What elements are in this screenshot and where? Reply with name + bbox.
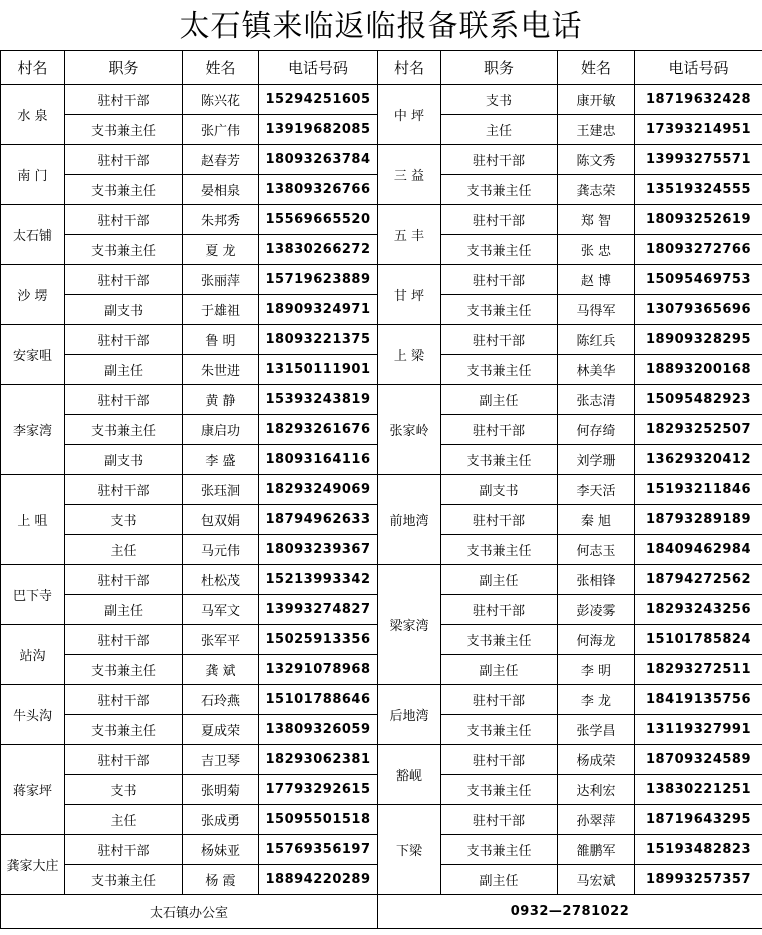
person-name: 吉卫琴 [183, 745, 259, 775]
table-row [1, 85, 762, 115]
person-name: 马军文 [183, 595, 259, 625]
phone-number: 18793289189 [635, 505, 762, 535]
person-name: 陈红兵 [558, 325, 635, 355]
person-name: 陈兴花 [183, 85, 259, 115]
phone-number: 18293062381 [259, 745, 378, 775]
phone-number: 18093263784 [259, 145, 378, 175]
footer-office: 太石镇办公室 [1, 895, 378, 929]
phone-number: 15294251605 [259, 85, 378, 115]
person-name: 龚 斌 [183, 655, 259, 685]
village-name: 南 门 [1, 145, 65, 205]
phone-number: 18909324971 [259, 295, 378, 325]
phone-number: 18893200168 [635, 355, 762, 385]
person-name: 朱邦秀 [183, 205, 259, 235]
person-name: 张志清 [558, 385, 635, 415]
person-name: 鲁 明 [183, 325, 259, 355]
position-cell: 支书兼主任 [441, 445, 558, 475]
village-name: 沙 塄 [1, 265, 65, 325]
phone-number: 18419135756 [635, 685, 762, 715]
person-name: 杨妹亚 [183, 835, 259, 865]
header-name: 姓名 [183, 51, 259, 85]
header-phone: 电话号码 [259, 51, 378, 85]
person-name: 康开敏 [558, 85, 635, 115]
header-position: 职务 [441, 51, 558, 85]
position-cell: 驻村干部 [441, 505, 558, 535]
position-cell: 驻村干部 [441, 685, 558, 715]
person-name: 李 盛 [183, 445, 259, 475]
phone-number: 15101788646 [259, 685, 378, 715]
phone-number: 15095469753 [635, 265, 762, 295]
phone-number: 18293243256 [635, 595, 762, 625]
village-name: 安家咀 [1, 325, 65, 385]
person-name: 张广伟 [183, 115, 259, 145]
phone-number: 18093239367 [259, 535, 378, 565]
village-name: 太石铺 [1, 205, 65, 265]
person-name: 张珏洄 [183, 475, 259, 505]
phone-number: 13119327991 [635, 715, 762, 745]
header-name: 姓名 [558, 51, 635, 85]
phone-number: 18093164116 [259, 445, 378, 475]
person-name: 石玲燕 [183, 685, 259, 715]
phone-number: 13079365696 [635, 295, 762, 325]
phone-number: 13830266272 [259, 235, 378, 265]
position-cell: 支书 [65, 775, 183, 805]
position-cell: 支书兼主任 [65, 715, 183, 745]
village-name: 上 梁 [378, 325, 441, 385]
person-name: 彭凌雾 [558, 595, 635, 625]
position-cell: 支书兼主任 [65, 235, 183, 265]
position-cell: 支书兼主任 [65, 175, 183, 205]
table-row [1, 685, 762, 715]
phone-number: 17793292615 [259, 775, 378, 805]
person-name: 李 明 [558, 655, 635, 685]
position-cell: 驻村干部 [65, 385, 183, 415]
position-cell: 支书兼主任 [65, 415, 183, 445]
table-header-row [1, 51, 762, 85]
position-cell: 副主任 [65, 355, 183, 385]
position-cell: 支书兼主任 [441, 295, 558, 325]
person-name: 孙翠萍 [558, 805, 635, 835]
person-name: 张丽萍 [183, 265, 259, 295]
phone-number: 15025913356 [259, 625, 378, 655]
village-name: 甘 坪 [378, 265, 441, 325]
phone-number: 13993274827 [259, 595, 378, 625]
person-name: 张相锋 [558, 565, 635, 595]
table-row [1, 145, 762, 175]
header-village: 村名 [378, 51, 441, 85]
table-row [1, 265, 762, 295]
village-name: 张家岭 [378, 385, 441, 475]
person-name: 龚志荣 [558, 175, 635, 205]
position-cell: 支书兼主任 [65, 115, 183, 145]
contact-table [0, 50, 762, 929]
table-row [1, 205, 762, 235]
position-cell: 驻村干部 [65, 475, 183, 505]
person-name: 刘学珊 [558, 445, 635, 475]
position-cell: 驻村干部 [65, 565, 183, 595]
phone-number: 15569665520 [259, 205, 378, 235]
footer-row [1, 895, 762, 929]
person-name: 夏 龙 [183, 235, 259, 265]
position-cell: 副主任 [441, 385, 558, 415]
position-cell: 副支书 [441, 475, 558, 505]
person-name: 杜松茂 [183, 565, 259, 595]
phone-number: 18093221375 [259, 325, 378, 355]
person-name: 张学昌 [558, 715, 635, 745]
phone-number: 17393214951 [635, 115, 762, 145]
position-cell: 支书 [441, 85, 558, 115]
table-row [1, 805, 762, 835]
village-name: 三 益 [378, 145, 441, 205]
person-name: 王建忠 [558, 115, 635, 145]
phone-number: 18293249069 [259, 475, 378, 505]
phone-number: 13629320412 [635, 445, 762, 475]
position-cell: 驻村干部 [441, 205, 558, 235]
person-name: 杨成荣 [558, 745, 635, 775]
village-name: 站沟 [1, 625, 65, 685]
village-name: 巴下寺 [1, 565, 65, 625]
position-cell: 主任 [65, 805, 183, 835]
position-cell: 支书兼主任 [441, 235, 558, 265]
phone-number: 18909328295 [635, 325, 762, 355]
position-cell: 副支书 [65, 295, 183, 325]
phone-number: 15095501518 [259, 805, 378, 835]
position-cell: 驻村干部 [65, 205, 183, 235]
phone-number: 13919682085 [259, 115, 378, 145]
header-village: 村名 [1, 51, 65, 85]
table-row [1, 325, 762, 355]
phone-number: 13993275571 [635, 145, 762, 175]
position-cell: 主任 [441, 115, 558, 145]
phone-number: 15769356197 [259, 835, 378, 865]
position-cell: 驻村干部 [441, 415, 558, 445]
position-cell: 支书兼主任 [441, 715, 558, 745]
person-name: 李 龙 [558, 685, 635, 715]
position-cell: 支书 [65, 505, 183, 535]
position-cell: 支书兼主任 [441, 355, 558, 385]
person-name: 郑 智 [558, 205, 635, 235]
village-name: 中 坪 [378, 85, 441, 145]
person-name: 杨 霞 [183, 865, 259, 895]
person-name: 李天活 [558, 475, 635, 505]
position-cell: 驻村干部 [65, 145, 183, 175]
position-cell: 支书兼主任 [441, 535, 558, 565]
position-cell: 驻村干部 [65, 835, 183, 865]
phone-number: 15719623889 [259, 265, 378, 295]
phone-number: 13809326059 [259, 715, 378, 745]
table-row [1, 385, 762, 415]
phone-number: 15193211846 [635, 475, 762, 505]
person-name: 马元伟 [183, 535, 259, 565]
person-name: 朱世进 [183, 355, 259, 385]
village-name: 梁家湾 [378, 565, 441, 685]
phone-number: 13150111901 [259, 355, 378, 385]
phone-number: 18293252507 [635, 415, 762, 445]
position-cell: 副主任 [441, 655, 558, 685]
position-cell: 支书兼主任 [441, 775, 558, 805]
table-row [1, 745, 762, 775]
position-cell: 驻村干部 [441, 745, 558, 775]
person-name: 雒鹏军 [558, 835, 635, 865]
position-cell: 副主任 [441, 865, 558, 895]
position-cell: 驻村干部 [65, 685, 183, 715]
person-name: 于雄祖 [183, 295, 259, 325]
header-phone: 电话号码 [635, 51, 762, 85]
phone-number: 13519324555 [635, 175, 762, 205]
phone-number: 18293272511 [635, 655, 762, 685]
position-cell: 驻村干部 [441, 265, 558, 295]
person-name: 达利宏 [558, 775, 635, 805]
position-cell: 驻村干部 [441, 805, 558, 835]
village-name: 五 丰 [378, 205, 441, 265]
phone-number: 15393243819 [259, 385, 378, 415]
person-name: 何海龙 [558, 625, 635, 655]
position-cell: 驻村干部 [441, 145, 558, 175]
position-cell: 副主任 [441, 565, 558, 595]
phone-number: 13291078968 [259, 655, 378, 685]
table-row [1, 475, 762, 505]
village-name: 牛头沟 [1, 685, 65, 745]
person-name: 张军平 [183, 625, 259, 655]
position-cell: 支书兼主任 [65, 865, 183, 895]
person-name: 晏相泉 [183, 175, 259, 205]
phone-number: 18794272562 [635, 565, 762, 595]
position-cell: 驻村干部 [441, 325, 558, 355]
village-name: 后地湾 [378, 685, 441, 745]
phone-number: 13809326766 [259, 175, 378, 205]
position-cell: 支书兼主任 [441, 175, 558, 205]
person-name: 林美华 [558, 355, 635, 385]
phone-number: 18894220289 [259, 865, 378, 895]
person-name: 张 忠 [558, 235, 635, 265]
village-name: 前地湾 [378, 475, 441, 565]
person-name: 张明菊 [183, 775, 259, 805]
person-name: 赵春芳 [183, 145, 259, 175]
header-position: 职务 [65, 51, 183, 85]
position-cell: 支书兼主任 [65, 655, 183, 685]
village-name: 水 泉 [1, 85, 65, 145]
person-name: 黄 静 [183, 385, 259, 415]
phone-number: 18293261676 [259, 415, 378, 445]
phone-number: 15101785824 [635, 625, 762, 655]
position-cell: 副主任 [65, 595, 183, 625]
phone-number: 18409462984 [635, 535, 762, 565]
person-name: 马宏斌 [558, 865, 635, 895]
position-cell: 驻村干部 [65, 265, 183, 295]
position-cell: 驻村干部 [65, 325, 183, 355]
person-name: 包双娟 [183, 505, 259, 535]
person-name: 夏成荣 [183, 715, 259, 745]
person-name: 秦 旭 [558, 505, 635, 535]
person-name: 康启功 [183, 415, 259, 445]
person-name: 何志玉 [558, 535, 635, 565]
phone-number: 15193482823 [635, 835, 762, 865]
position-cell: 驻村干部 [65, 745, 183, 775]
position-cell: 驻村干部 [65, 625, 183, 655]
phone-number: 18993257357 [635, 865, 762, 895]
position-cell: 支书兼主任 [441, 625, 558, 655]
position-cell: 主任 [65, 535, 183, 565]
phone-number: 18794962633 [259, 505, 378, 535]
person-name: 赵 博 [558, 265, 635, 295]
table-row [1, 565, 762, 595]
village-name: 蒋家坪 [1, 745, 65, 835]
person-name: 张成勇 [183, 805, 259, 835]
person-name: 陈文秀 [558, 145, 635, 175]
phone-number: 15095482923 [635, 385, 762, 415]
position-cell: 支书兼主任 [441, 835, 558, 865]
phone-number: 18719643295 [635, 805, 762, 835]
footer-phone: 0932—2781022 [378, 895, 762, 929]
phone-number: 18093272766 [635, 235, 762, 265]
phone-number: 18719632428 [635, 85, 762, 115]
phone-number: 15213993342 [259, 565, 378, 595]
village-name: 下梁 [378, 805, 441, 895]
position-cell: 副支书 [65, 445, 183, 475]
phone-number: 18709324589 [635, 745, 762, 775]
village-name: 豁岘 [378, 745, 441, 805]
person-name: 何存绮 [558, 415, 635, 445]
document-title: 太石镇来临返临报备联系电话 [179, 9, 583, 44]
phone-number: 13830221251 [635, 775, 762, 805]
village-name: 上 咀 [1, 475, 65, 565]
person-name: 马得军 [558, 295, 635, 325]
position-cell: 驻村干部 [65, 85, 183, 115]
phone-number: 18093252619 [635, 205, 762, 235]
village-name: 龚家大庄 [1, 835, 65, 895]
position-cell: 驻村干部 [441, 595, 558, 625]
village-name: 李家湾 [1, 385, 65, 475]
